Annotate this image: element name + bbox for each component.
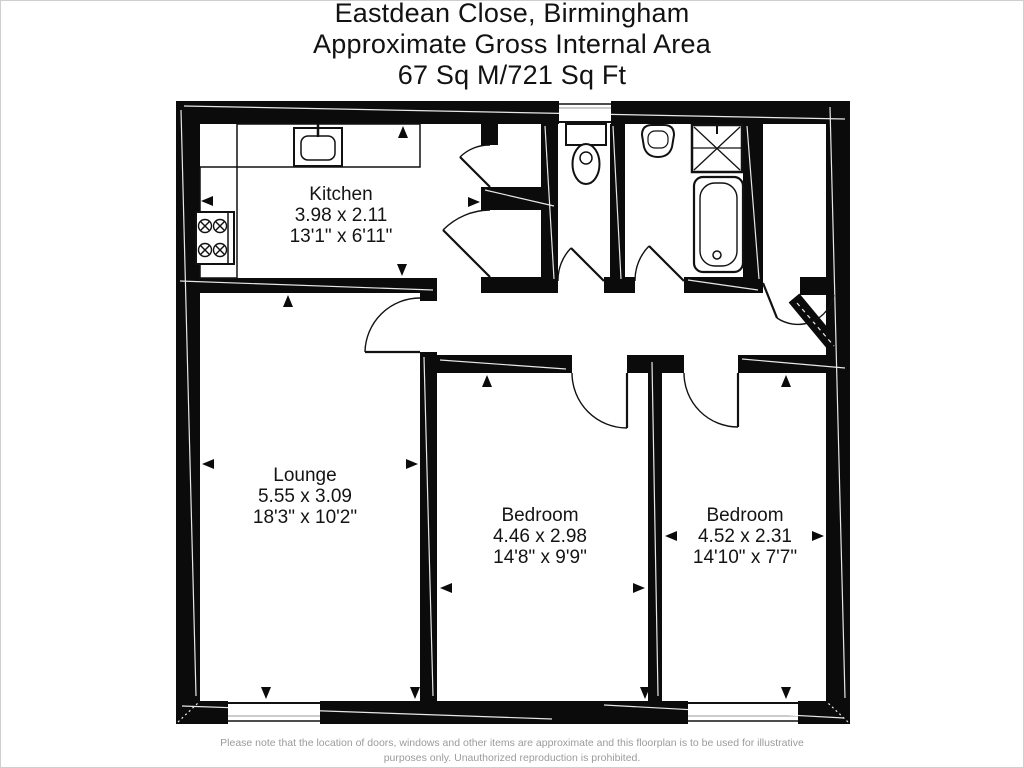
wall-stub-wc bbox=[604, 277, 635, 293]
door-wc bbox=[558, 248, 604, 281]
room-label-kitchen bbox=[290, 184, 393, 247]
wall-corridor-2 bbox=[627, 355, 684, 373]
room-size-imperial: 14'10" x 7'7" bbox=[692, 547, 798, 568]
door-kitchen-top bbox=[460, 145, 490, 187]
room-label-bedroom1 bbox=[493, 505, 587, 568]
bathtub-icon bbox=[694, 177, 743, 272]
shower-icon bbox=[692, 125, 742, 172]
room-name: Bedroom bbox=[706, 505, 784, 526]
arrow-kitchen-left bbox=[201, 196, 213, 206]
wall-entrance-stub bbox=[800, 277, 826, 295]
arrow-bedroom2-down bbox=[781, 687, 791, 699]
room-name: Kitchen bbox=[309, 184, 373, 205]
arrow-bedroom2-up bbox=[781, 375, 791, 387]
room-name: Lounge bbox=[273, 465, 337, 486]
room-size-imperial: 18'3" x 10'2" bbox=[252, 507, 358, 528]
wall-left bbox=[176, 101, 200, 724]
kitchen-sink-icon bbox=[294, 124, 342, 166]
door-lounge bbox=[365, 298, 420, 352]
room-size-metric: 4.52 x 2.31 bbox=[697, 526, 793, 547]
arrow-kitchen-up bbox=[398, 126, 408, 138]
arrow-bedroom1-left bbox=[440, 583, 452, 593]
arrow-bedroom2-right bbox=[812, 531, 824, 541]
room-name: Bedroom bbox=[501, 505, 579, 526]
window-wc-top bbox=[559, 101, 611, 124]
disclaimer-line-2: purposes only. Unauthorized reproduction is prohibited. bbox=[383, 752, 641, 764]
title-address: Eastdean Close, Birmingham bbox=[334, 0, 690, 28]
disclaimer bbox=[0, 736, 1024, 766]
title-subtitle: Approximate Gross Internal Area bbox=[313, 29, 711, 59]
arrow-bedroom1-right bbox=[633, 583, 645, 593]
wall-foot-stub bbox=[481, 277, 558, 293]
toilet-icon bbox=[566, 124, 606, 184]
arrow-lounge-up bbox=[283, 295, 293, 307]
room-size-metric: 4.46 x 2.98 bbox=[492, 526, 588, 547]
arrow-lounge-down bbox=[261, 687, 271, 699]
arrow-bedroom1-up bbox=[482, 375, 492, 387]
arrow-lounge-right bbox=[406, 459, 418, 469]
room-label-lounge bbox=[253, 465, 357, 528]
basin-icon bbox=[642, 125, 674, 157]
room-label-bedroom2 bbox=[693, 505, 797, 568]
door-bathroom bbox=[635, 246, 684, 281]
room-size-metric: 3.98 x 2.11 bbox=[294, 205, 388, 226]
title-area: 67 Sq M/721 Sq Ft bbox=[397, 60, 627, 90]
arrow-bedroom2-left bbox=[665, 531, 677, 541]
walls bbox=[176, 101, 850, 724]
disclaimer-line-1: Please note that the location of doors, windows and other items are approximate and this floorplan is to be used for illustrative bbox=[220, 737, 804, 749]
wall-door-jamb-top bbox=[481, 124, 498, 145]
arrow-lounge-down-2 bbox=[410, 687, 420, 699]
door-bedroom1 bbox=[572, 373, 627, 428]
arrow-kitchen-right bbox=[468, 197, 480, 207]
room-size-metric: 5.55 x 3.09 bbox=[257, 486, 353, 507]
bathroom-fixtures bbox=[566, 124, 743, 272]
door-kitchen-bottom bbox=[443, 210, 490, 277]
room-size-imperial: 13'1" x 6'11" bbox=[289, 226, 393, 247]
hob-icon bbox=[196, 212, 234, 264]
arrow-lounge-left bbox=[202, 459, 214, 469]
window-lounge-bottom bbox=[228, 701, 320, 724]
arrow-kitchen-down bbox=[397, 264, 407, 276]
door-bedroom2 bbox=[684, 373, 738, 427]
room-size-imperial: 14'8" x 9'9" bbox=[493, 547, 587, 568]
